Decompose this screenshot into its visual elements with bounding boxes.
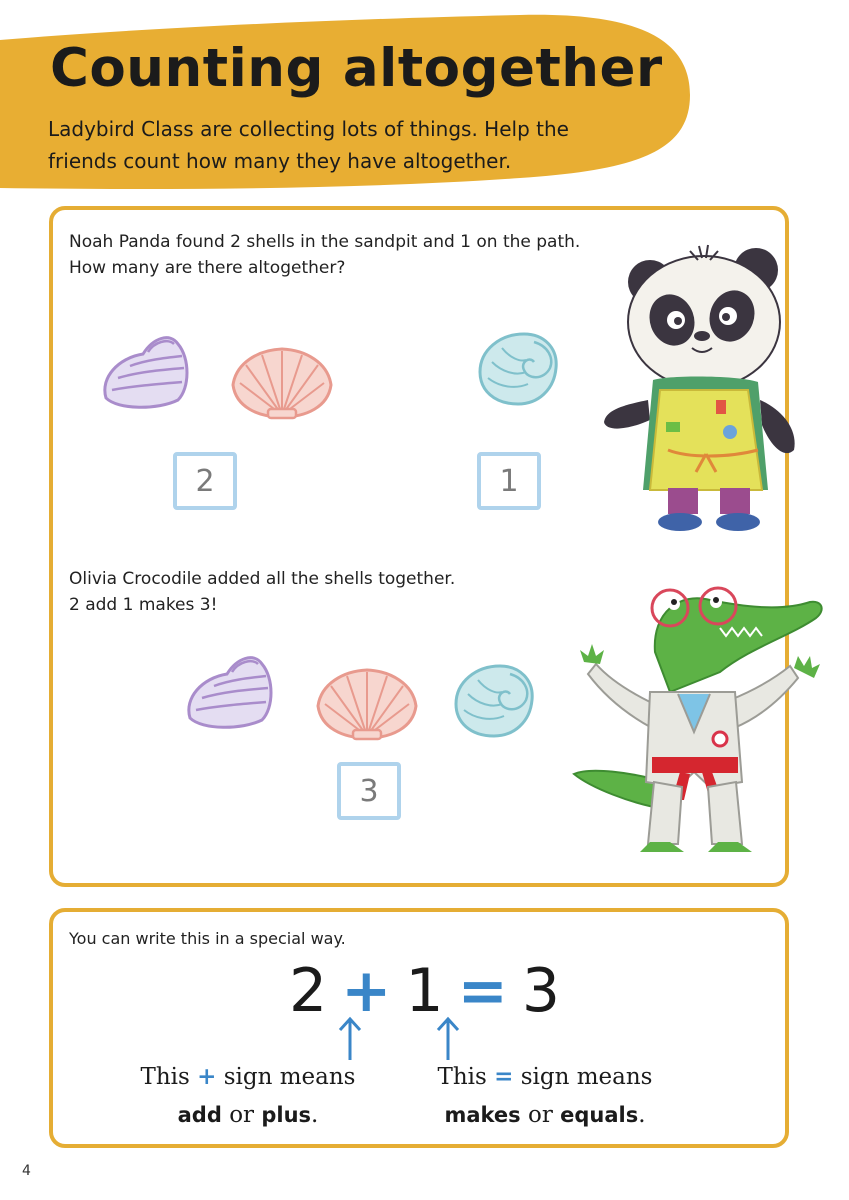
up-arrow-icon	[338, 1016, 362, 1060]
page-number: 4	[22, 1163, 31, 1179]
panda-character	[598, 240, 808, 535]
question-line-1: Noah Panda found 2 shells in the sandpit and 1 on the path.	[69, 232, 581, 252]
count-box-total: 3	[337, 762, 401, 820]
page-title: Counting altogether	[50, 38, 663, 99]
clam-shell-icon	[98, 328, 194, 410]
equation-term-a: 2	[288, 956, 328, 1026]
snail-shell-icon	[474, 328, 562, 408]
equals-sign: =	[457, 956, 508, 1026]
scallop-shell-icon	[313, 666, 421, 741]
equals-explanation: This = sign means makes or equals.	[437, 1063, 653, 1128]
plus-explanation: This + sign means add or plus.	[140, 1063, 356, 1128]
equation-intro: You can write this in a special way.	[69, 929, 346, 948]
snail-shell-icon	[450, 660, 538, 740]
statement-line-1: Olivia Crocodile added all the shells together.	[69, 569, 456, 589]
scallop-shell-icon	[228, 345, 336, 420]
equation-result: 3	[521, 956, 561, 1026]
question-line-2: How many are there altogether?	[69, 258, 346, 278]
plus-sign: +	[341, 956, 392, 1026]
equation	[0, 956, 849, 1046]
equation-term-b: 1	[405, 956, 444, 1026]
up-arrow-icon	[436, 1016, 460, 1060]
count-box-left: 2	[173, 452, 237, 510]
clam-shell-icon	[182, 648, 278, 730]
crocodile-character	[570, 582, 826, 864]
count-box-right: 1	[477, 452, 541, 510]
page-intro: Ladybird Class are collecting lots of things. Help the friends count how many they have altogether.	[48, 117, 569, 173]
statement-line-2: 2 add 1 makes 3!	[69, 595, 218, 615]
